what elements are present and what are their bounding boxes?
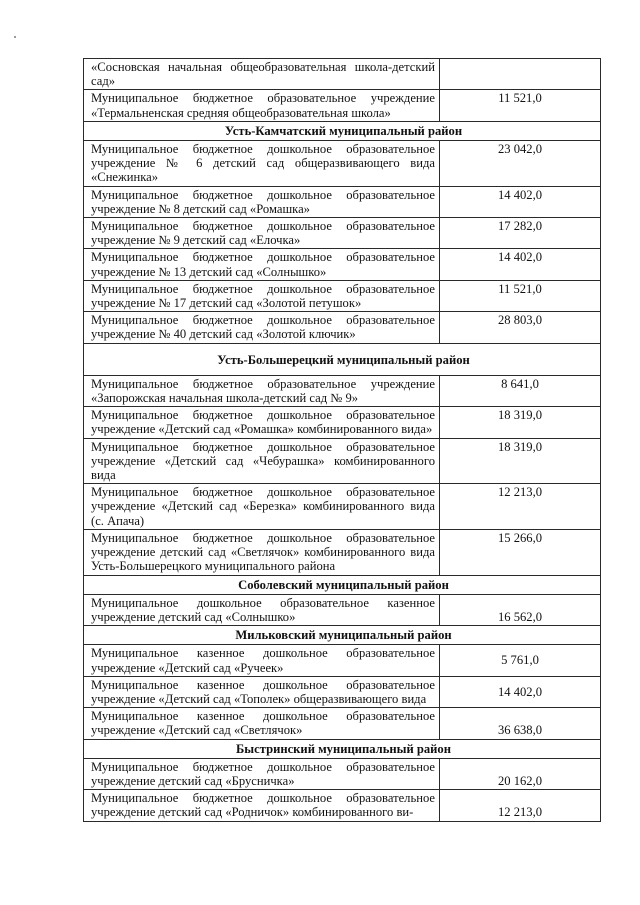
institution-name-cell: Муниципальное бюджетное дошкольное образовательное учреждение № 8 детский сад «Ромашка» bbox=[84, 186, 440, 217]
district-name: Мильковский муниципальный район bbox=[84, 626, 601, 645]
amount-cell: 11 521,0 bbox=[440, 280, 601, 311]
institution-name-cell: Муниципальное бюджетное образовательное учреждение «Термальненская средняя общеобразовательная школа» bbox=[84, 90, 440, 121]
institution-name-cell: Муниципальное бюджетное дошкольное образовательное учреждение «Детский сад «Березка» комбинированного вида (с. Апача) bbox=[84, 484, 440, 530]
institution-name-cell: Муниципальное бюджетное дошкольное образовательное учреждение № 17 детский сад «Золотой петушок» bbox=[84, 280, 440, 311]
district-header-row bbox=[84, 121, 601, 140]
institution-name-cell: Муниципальное казенное дошкольное образовательное учреждение «Детский сад «Светлячок» bbox=[84, 708, 440, 739]
table-row bbox=[84, 312, 601, 343]
institution-name-cell: Муниципальное бюджетное дошкольное образовательное учреждение детский сад «Брусничка» bbox=[84, 758, 440, 789]
institution-name-cell: Муниципальное бюджетное дошкольное образовательное учреждение № 13 детский сад «Солнышко» bbox=[84, 249, 440, 280]
scan-speck bbox=[14, 36, 16, 38]
institution-name-cell: Муниципальное бюджетное дошкольное образовательное учреждение № 40 детский сад «Золотой ключик» bbox=[84, 312, 440, 343]
amount-cell: 14 402,0 bbox=[440, 676, 601, 707]
district-header-row bbox=[84, 739, 601, 758]
table-row bbox=[84, 529, 601, 575]
amount-cell: 8 641,0 bbox=[440, 375, 601, 406]
district-name: Соболевский муниципальный район bbox=[84, 575, 601, 594]
district-header-row bbox=[84, 343, 601, 375]
institution-name-cell: Муниципальное бюджетное дошкольное образовательное учреждение № 9 детский сад «Елочка» bbox=[84, 218, 440, 249]
table-row bbox=[84, 186, 601, 217]
table-row bbox=[84, 375, 601, 406]
amount-cell: 17 282,0 bbox=[440, 218, 601, 249]
table-row bbox=[84, 59, 601, 90]
table-row bbox=[84, 676, 601, 707]
district-header-row bbox=[84, 575, 601, 594]
institution-name-cell: Муниципальное бюджетное дошкольное образовательное учреждение детский сад «Светлячок» комбинированного вида Усть-Большерецкого муниципального района bbox=[84, 529, 440, 575]
institution-name-cell: Муниципальное бюджетное дошкольное образовательное учреждение № 6 детский сад общеразвивающего вида «Снежинка» bbox=[84, 141, 440, 187]
district-header-row bbox=[84, 626, 601, 645]
table-row bbox=[84, 708, 601, 739]
table-row bbox=[84, 790, 601, 821]
institution-name-cell: Муниципальное казенное дошкольное образовательное учреждение «Детский сад «Ручеек» bbox=[84, 645, 440, 676]
institution-name-cell: Муниципальное бюджетное дошкольное образовательное учреждение детский сад «Родничок» комбинированного ви- bbox=[84, 790, 440, 821]
table-row bbox=[84, 438, 601, 484]
amount-cell: 18 319,0 bbox=[440, 438, 601, 484]
table-row bbox=[84, 484, 601, 530]
amount-cell: 12 213,0 bbox=[440, 790, 601, 821]
amount-cell: 18 319,0 bbox=[440, 407, 601, 438]
institution-name-cell: Муниципальное бюджетное образовательное учреждение «Запорожская начальная школа-детский сад № 9» bbox=[84, 375, 440, 406]
amount-cell: 15 266,0 bbox=[440, 529, 601, 575]
table-row bbox=[84, 90, 601, 121]
table-row bbox=[84, 645, 601, 676]
amount-cell: 28 803,0 bbox=[440, 312, 601, 343]
table-row bbox=[84, 407, 601, 438]
amount-cell: 14 402,0 bbox=[440, 186, 601, 217]
district-name: Усть-Большерецкий муниципальный район bbox=[84, 343, 601, 375]
allocation-table bbox=[83, 58, 601, 822]
amount-cell: 12 213,0 bbox=[440, 484, 601, 530]
table-row bbox=[84, 594, 601, 625]
amount-cell: 16 562,0 bbox=[440, 594, 601, 625]
table-row bbox=[84, 280, 601, 311]
institution-name-cell: Муниципальное бюджетное дошкольное образовательное учреждение «Детский сад «Ромашка» комбинированного вида» bbox=[84, 407, 440, 438]
amount-cell bbox=[440, 59, 601, 90]
allocation-table-body bbox=[84, 59, 601, 822]
table-row bbox=[84, 141, 601, 187]
amount-cell: 36 638,0 bbox=[440, 708, 601, 739]
institution-name-cell: Муниципальное казенное дошкольное образовательное учреждение «Детский сад «Тополек» общеразвивающего вида bbox=[84, 676, 440, 707]
institution-name-cell: Муниципальное дошкольное образовательное казенное учреждение детский сад «Солнышко» bbox=[84, 594, 440, 625]
institution-name-cell: «Сосновская начальная общеобразовательная школа-детский сад» bbox=[84, 59, 440, 90]
amount-cell: 14 402,0 bbox=[440, 249, 601, 280]
amount-cell: 20 162,0 bbox=[440, 758, 601, 789]
amount-cell: 11 521,0 bbox=[440, 90, 601, 121]
table-row bbox=[84, 249, 601, 280]
table-row bbox=[84, 218, 601, 249]
institution-name-cell: Муниципальное бюджетное дошкольное образовательное учреждение «Детский сад «Чебурашка» комбинированного вида bbox=[84, 438, 440, 484]
amount-cell: 5 761,0 bbox=[440, 645, 601, 676]
table-row bbox=[84, 758, 601, 789]
district-name: Быстринский муниципальный район bbox=[84, 739, 601, 758]
amount-cell: 23 042,0 bbox=[440, 141, 601, 187]
district-name: Усть-Камчатский муниципальный район bbox=[84, 121, 601, 140]
